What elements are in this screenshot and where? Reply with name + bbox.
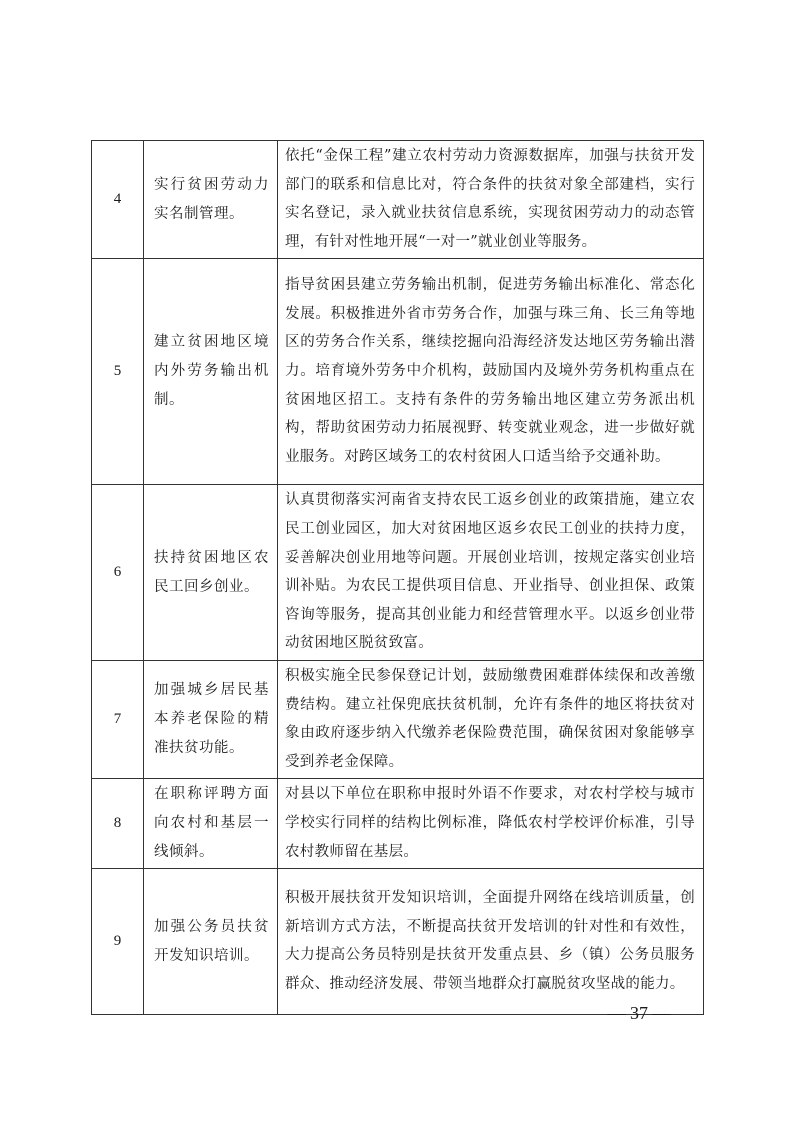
table-row-6 <box>92 485 704 661</box>
row-number: 7 <box>92 660 144 778</box>
measure-content: 对县以下单位在职称申报时外语不作要求，对农村学校与城市学校实行同样的结构比例标准，降低农村学校评价标准，引导农村教师留在基层。 <box>278 779 704 869</box>
row-number: 4 <box>92 141 144 259</box>
row-number: 5 <box>92 259 144 485</box>
table-row-5 <box>92 259 704 485</box>
row-number: 8 <box>92 779 144 869</box>
measure-title: 实行贫困劳动力实名制管理。 <box>144 141 278 259</box>
measure-content: 积极实施全民参保登记计划，鼓励缴费困难群体续保和改善缴费结构。建立社保兜底扶贫机制，允许有条件的地区将扶贫对象由政府逐步纳入代缴养老保险费范围，确保贫困对象能够享受到养老金保障。 <box>278 660 704 778</box>
page-number: — 37 — <box>607 1003 671 1023</box>
measure-content: 指导贫困县建立劳务输出机制，促进劳务输出标准化、常态化发展。积极推进外省市劳务合作，加强与珠三角、长三角等地区的劳务合作关系，继续挖掘向沿海经济发达地区劳务输出潜力。培育境外劳务中介机构，鼓励国内及境外劳务机构重点在贫困地区招工。支持有条件的劳务输出地区建立劳务派出机构，帮助贫困劳动力拓展视野、转变就业观念，进一步做好就业服务。对跨区域务工的农村贫困人口适当给予交通补助。 <box>278 259 704 485</box>
row-number: 9 <box>92 869 144 1015</box>
measure-content: 积极开展扶贫开发知识培训，全面提升网络在线培训质量，创新培训方式方法，不断提高扶贫开发培训的针对性和有效性，大力提高公务员特别是扶贫开发重点县、乡（镇）公务员服务群众、推动经济发展、带领当地群众打赢脱贫攻坚战的能力。 <box>278 869 704 1015</box>
measure-title: 加强公务员扶贫开发知识培训。 <box>144 869 278 1015</box>
table-row-4 <box>92 141 704 259</box>
table-row-9 <box>92 869 704 1015</box>
measure-title: 在职称评聘方面向农村和基层一线倾斜。 <box>144 779 278 869</box>
measure-content: 认真贯彻落实河南省支持农民工返乡创业的政策措施，建立农民工创业园区，加大对贫困地区返乡农民工创业的扶持力度，妥善解决创业用地等问题。开展创业培训，按规定落实创业培训补贴。为农民工提供项目信息、开业指导、创业担保、政策咨询等服务，提高其创业能力和经营管理水平。以返乡创业带动贫困地区脱贫致富。 <box>278 485 704 661</box>
measure-title: 扶持贫困地区农民工回乡创业。 <box>144 485 278 661</box>
policy-measures-table <box>91 140 704 1015</box>
measure-title: 建立贫困地区境内外劳务输出机制。 <box>144 259 278 485</box>
measure-content: 依托“金保工程”建立农村劳动力资源数据库，加强与扶贫开发部门的联系和信息比对，符合条件的扶贫对象全部建档，实行实名登记，录入就业扶贫信息系统，实现贫困劳动力的动态管理，有针对性地开展“一对一”就业创业等服务。 <box>278 141 704 259</box>
measure-title: 加强城乡居民基本养老保险的精准扶贫功能。 <box>144 660 278 778</box>
row-number: 6 <box>92 485 144 661</box>
table-row-7 <box>92 660 704 778</box>
table-row-8 <box>92 779 704 869</box>
